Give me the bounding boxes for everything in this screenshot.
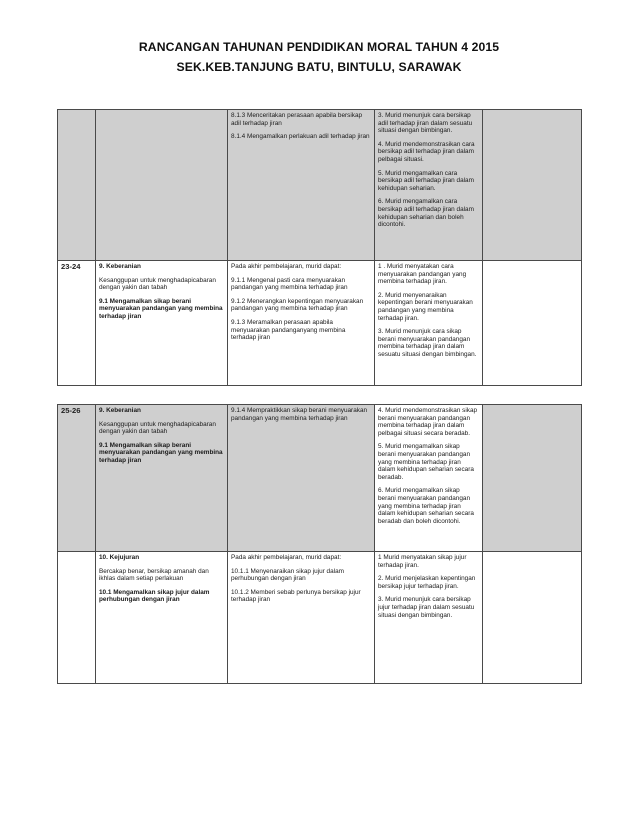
document-title: RANCANGAN TAHUNAN PENDIDIKAN MORAL TAHUN 4 2015 [138,40,500,54]
criteria-cell [375,405,483,552]
criteria-cell [375,261,483,386]
objective-item: 9.1.3 Meramalkan perasaan apabila menyuarakan pandanganyang membina terhadap jiran [231,318,346,342]
objective-item: 8.1.4 Mengamalkan perlakuan adil terhadap jiran [231,133,370,141]
criteria-item: 3. Murid menunjuk cara bersikap adil terhadap jiran dalam sesuatu situasi dengan bimbingan. [378,112,473,135]
value-title: 10. Kejujuran [99,554,140,561]
content-standard: 9.1 Mengamalkan sikap berani menyuarakan pandangan yang membina terhadap jiran [99,297,223,320]
objective-item: 10.1.1 Menyenaraikan sikap jujur dalam perhubungan dengan jiran [231,567,344,583]
criteria-item: 6. Murid mengamalkan cara bersikap adil terhadap jiran dalam kehidupan seharian dan boleh dicontohi. [378,198,474,229]
notes-cell [483,552,582,684]
criteria-item: 4. Murid mendemonstrasikan cara bersikap adil terhadap jiran dalam pelbagai situasi. [378,140,475,163]
notes-cell [483,261,582,386]
criteria-cell [375,552,483,684]
criteria-item: 2. Murid menjelaskan kepentingan bersikap jujur terhadap jiran. [378,575,476,590]
objective-item: 9.1.4 Mempraktikkan sikap berani menyuarakan pandangan yang membina terhadap jiran [231,407,368,422]
value-cell [96,405,228,552]
table-row [58,110,582,261]
criteria-item: 1 . Murid menyatakan cara menyuarakan pandangan yang membina terhadap jiran. [378,263,467,286]
objective-item: Pada akhir pembelajaran, murid dapat: [231,263,342,270]
notes-cell [483,405,582,552]
table-row [58,552,582,684]
criteria-cell [375,110,483,261]
plan-table-1 [57,109,582,386]
objectives-cell [228,405,375,552]
objectives-cell [228,261,375,386]
table-row [58,405,582,552]
week-cell [58,261,96,386]
value-description: Bercakap benar, bersikap amanah dan ikhlas dalam setiap perlakuan [99,567,209,583]
criteria-item: 6. Murid mengamalkan sikap berani menyuarakan pandangan yang membina terhadap jiran dalam kehidupan seharian secara beradab dan boleh dicontohi. [378,487,474,525]
value-cell [96,110,228,261]
week-cell [58,110,96,261]
objective-item: 8.1.3 Menceritakan perasaan apabila bersikap adil terhadap jiran [231,112,363,127]
objective-item: 10.1.2 Memberi sebab perlunya bersikap jujur terhadap jiran [231,588,361,604]
objective-item: 9.1.2 Menerangkan kepentingan menyuarakan pandangan yang membina terhadap jiran [231,297,364,313]
objective-item: 9.1.1 Mengenal pasti cara menyuarakan pandangan yang membina terhadap jiran [231,276,348,292]
week-cell [58,552,96,684]
criteria-item: 1 Murid menyatakan sikap jujur terhadap jiran. [378,554,467,569]
content-standard: 10.1 Mengamalkan sikap jujur dalam perhubungan dengan jiran [99,588,210,604]
objective-item: Pada akhir pembelajaran, murid dapat: [231,554,342,561]
week-label: 23-24 [61,262,81,271]
criteria-item: 3. Murid menunjuk cara sikap berani menyuarakan pandangan membina terhadap jiran dalam sesuatu situasi dengan bimbingan. [378,328,477,358]
value-cell [96,261,228,386]
week-cell [58,405,96,552]
value-description: Kesanggupan untuk menghadapicabaran dengan yakin dan tabah [99,276,216,292]
school-name: SEK.KEB.TANJUNG BATU, BINTULU, SARAWAK [176,60,462,74]
value-title: 9. Keberanian [99,263,141,270]
criteria-item: 3. Murid menunjuk cara bersikap jujur terhadap jiran dalam sesuatu situasi dengan bimbingan. [378,596,475,619]
plan-table-2 [57,404,582,684]
value-description: Kesanggupan untuk menghadapicabaran dengan yakin dan tabah [99,420,216,436]
objectives-cell [228,110,375,261]
objectives-cell [228,552,375,684]
week-label: 25-26 [61,406,81,415]
value-cell [96,552,228,684]
criteria-item: 5. Murid mengamalkan sikap berani menyuarakan pandangan yang membina terhadap jiran dalam kehidupan seharian secara beradab. [378,443,474,481]
content-standard: 9.1 Mengamalkan sikap berani menyuarakan pandangan yang membina terhadap jiran [99,441,223,464]
criteria-item: 2. Murid menyenaraikan kepentingan berani menyuarakan pandangan yang membina terhadap jiran. [378,291,473,322]
notes-cell [483,110,582,261]
criteria-item: 5. Murid mengamalkan cara bersikap adil terhadap jiran dalam kehidupan seharian. [378,169,474,192]
value-title: 9. Keberanian [99,407,141,414]
table-row [58,261,582,386]
criteria-item: 4. Murid mendemonstrasikan sikap berani menyuarakan pandangan membina terhadap jiran dalam pelbagai situasi secara beradab. [378,407,478,437]
